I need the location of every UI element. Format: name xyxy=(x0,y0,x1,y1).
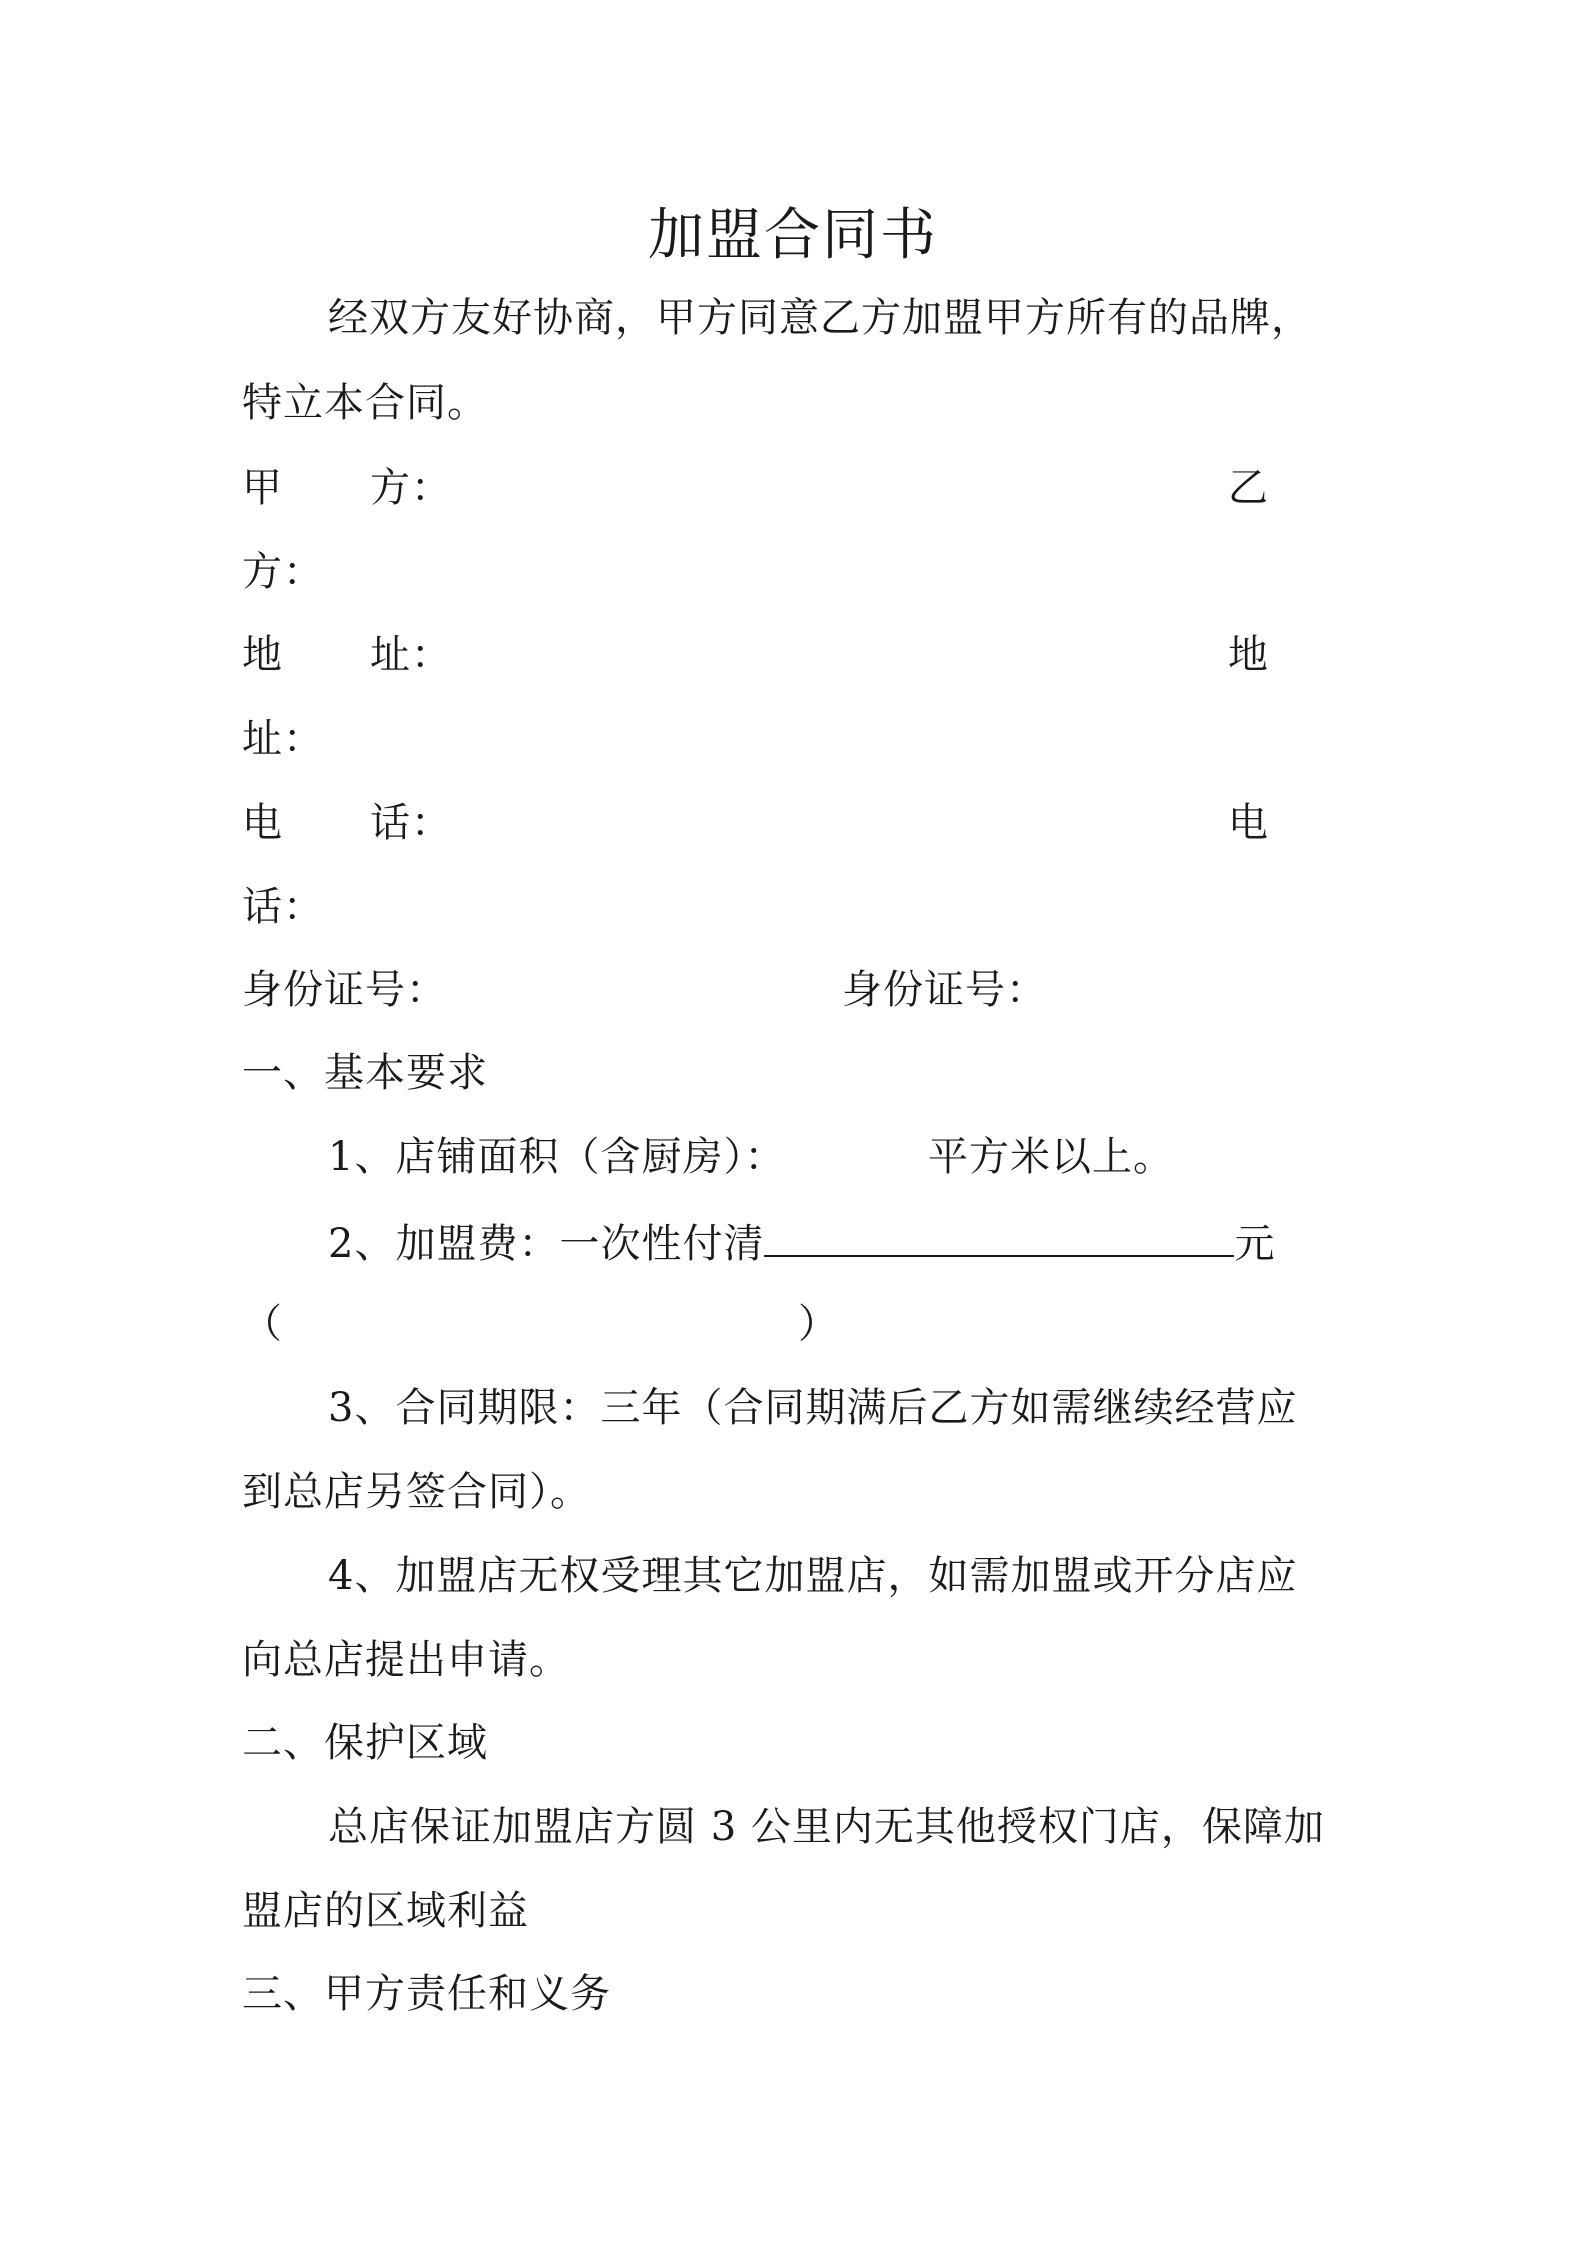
item-1-unit: 平方米以上。 xyxy=(928,1134,1174,1180)
phone-b-label-char2: 话： xyxy=(242,884,324,930)
address-b-label-char2: 址： xyxy=(242,716,324,762)
item-2-paren-open: （ xyxy=(242,1301,283,1347)
item-2-unit: 元 xyxy=(1234,1221,1276,1267)
item-2-paren-close: ） xyxy=(798,1301,839,1347)
section-1-heading: 一、基本要求 xyxy=(242,1050,488,1096)
section-2-line-1: 总店保证加盟店方圆 3 公里内无其他授权门店，保障加 xyxy=(328,1804,1325,1850)
document-title: 加盟合同书 xyxy=(648,203,938,268)
address-b-label-char1: 地 xyxy=(1228,632,1269,678)
address-a-label-char1: 地 xyxy=(242,632,283,678)
party-a-label-char2: 方： xyxy=(370,465,452,511)
phone-b-label-char1: 电 xyxy=(1228,800,1269,846)
item-3-line-1: 3、合同期限：三年（合同期满后乙方如需继续经营应 xyxy=(328,1385,1298,1431)
section-3-heading: 三、甲方责任和义务 xyxy=(242,1971,611,2017)
id-number-a-label: 身份证号： xyxy=(242,967,447,1013)
phone-a-label-char2: 话： xyxy=(370,800,452,846)
item-4-line-1: 4、加盟店无权受理其它加盟店，如需加盟或开分店应 xyxy=(328,1553,1298,1599)
item-1-text: 1、店铺面积（含厨房）： xyxy=(328,1134,786,1180)
item-2-row xyxy=(328,1213,1275,1272)
item-2-text: 2、加盟费：一次性付清 xyxy=(328,1221,765,1267)
party-a-label-char1: 甲 xyxy=(242,465,283,511)
item-3-line-2: 到总店另签合同）。 xyxy=(242,1469,591,1515)
address-a-label-char2: 址： xyxy=(370,632,452,678)
item-4-line-2: 向总店提出申请。 xyxy=(242,1637,570,1683)
id-number-b-label: 身份证号： xyxy=(842,967,1047,1013)
phone-a-label-char1: 电 xyxy=(242,800,283,846)
intro-line-1: 经双方友好协商，甲方同意乙方加盟甲方所有的品牌， xyxy=(328,295,1312,341)
party-b-label-char2: 方： xyxy=(242,549,324,595)
intro-line-2: 特立本合同。 xyxy=(242,380,488,426)
section-2-heading: 二、保护区域 xyxy=(242,1720,488,1766)
party-b-label-char1: 乙 xyxy=(1228,465,1269,511)
section-2-line-2: 盟店的区域利益 xyxy=(242,1888,529,1934)
fee-blank-line xyxy=(764,1213,1234,1257)
